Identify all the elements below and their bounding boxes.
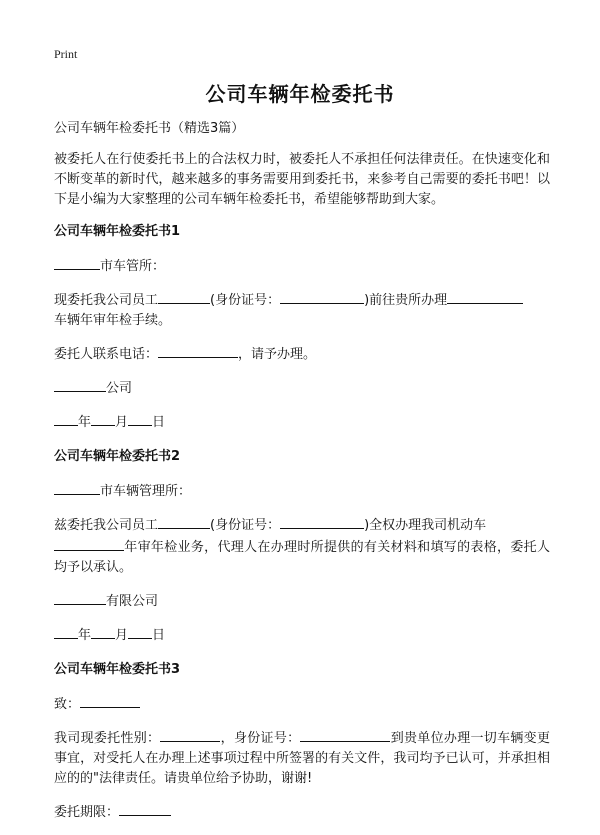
addressee-text: 市车辆管理所：	[100, 484, 192, 499]
body-text: )前往贵所办理	[364, 293, 448, 308]
to-text: 致：	[54, 697, 81, 712]
document-subtitle: 公司车辆年检委托书（精选3篇）	[54, 121, 245, 136]
fill-blank	[158, 289, 210, 304]
contact-text: ，请予办理。	[238, 347, 317, 362]
period-text: 委托期限：	[54, 805, 120, 820]
fill-blank	[91, 624, 115, 639]
body-text: (身份证号：	[210, 518, 281, 533]
fill-blank	[128, 624, 152, 639]
fill-blank	[54, 480, 100, 495]
section-1-body	[54, 289, 550, 331]
section-2-date	[54, 624, 550, 646]
addressee-text: 市车管所：	[100, 259, 166, 274]
fill-blank	[447, 289, 523, 304]
date-day-label: 日	[152, 628, 166, 643]
section-1-contact	[54, 343, 550, 365]
fill-blank	[158, 514, 210, 529]
body-text: 到贵单位办理一切车辆变更事宜，对受托人在办理上述事项过程中所签署的有关文件，我司均予已认可，并承担相应的的"法律责任。请贵单位给予协助，谢谢!	[54, 731, 550, 786]
section-3-body	[54, 727, 550, 789]
fill-blank	[54, 624, 78, 639]
section-2-company	[54, 590, 550, 612]
section-1-company	[54, 377, 550, 399]
fill-blank	[300, 727, 390, 742]
body-text: 我司现委托性别：	[54, 731, 161, 746]
fill-blank	[91, 411, 115, 426]
body-text: 兹委托我公司员工	[54, 518, 159, 533]
fill-blank	[119, 801, 171, 816]
fill-blank	[160, 727, 220, 742]
date-month-label: 月	[115, 628, 129, 643]
intro-paragraph: 被委托人在行使委托书上的合法权力时，被委托人不承担任何法律责任。在快速变化和不断变革的新时代，越来越多的事务需要用到委托书，来参考自己需要的委托书吧！以下是小编为大家整理的公司车辆年检委托书，希望能够帮助到大家。	[54, 152, 550, 207]
contact-text: 委托人联系电话：	[54, 347, 159, 362]
body-text: 车辆年审年检手续。	[54, 313, 172, 328]
section-3-period	[54, 801, 550, 823]
fill-blank	[280, 514, 364, 529]
body-text: )全权办理我司机动车	[364, 518, 487, 533]
company-text: 公司	[106, 381, 133, 396]
section-3-heading: 公司车辆年检委托书3	[54, 662, 181, 677]
section-1-addressee	[54, 255, 550, 277]
fill-blank	[54, 536, 124, 551]
date-month-label: 月	[115, 415, 129, 430]
section-1-date	[54, 411, 550, 433]
fill-blank	[158, 343, 238, 358]
body-text: (身份证号：	[210, 293, 281, 308]
date-year-label: 年	[78, 415, 92, 430]
section-2-addressee	[54, 480, 550, 502]
section-2-body	[54, 514, 550, 578]
print-link[interactable]: Print	[54, 47, 78, 61]
fill-blank	[54, 411, 78, 426]
body-text: 年审年检业务，代理人在办理时所提供的有关材料和填写的表格，委托人均予以承认。	[54, 540, 550, 575]
fill-blank	[54, 255, 100, 270]
fill-blank	[128, 411, 152, 426]
fill-blank	[54, 590, 106, 605]
fill-blank	[280, 289, 364, 304]
company-text: 有限公司	[106, 594, 159, 609]
section-1-heading: 公司车辆年检委托书1	[54, 224, 181, 239]
fill-blank	[80, 693, 140, 708]
date-day-label: 日	[152, 415, 166, 430]
section-3-to	[54, 693, 550, 715]
date-year-label: 年	[78, 628, 92, 643]
document-body	[54, 119, 550, 835]
page-title: 公司车辆年检委托书	[205, 82, 395, 106]
body-text: 现委托我公司员工	[54, 293, 159, 308]
fill-blank	[54, 377, 106, 392]
body-text: ，身份证号：	[220, 731, 301, 746]
section-2-heading: 公司车辆年检委托书2	[54, 449, 181, 464]
